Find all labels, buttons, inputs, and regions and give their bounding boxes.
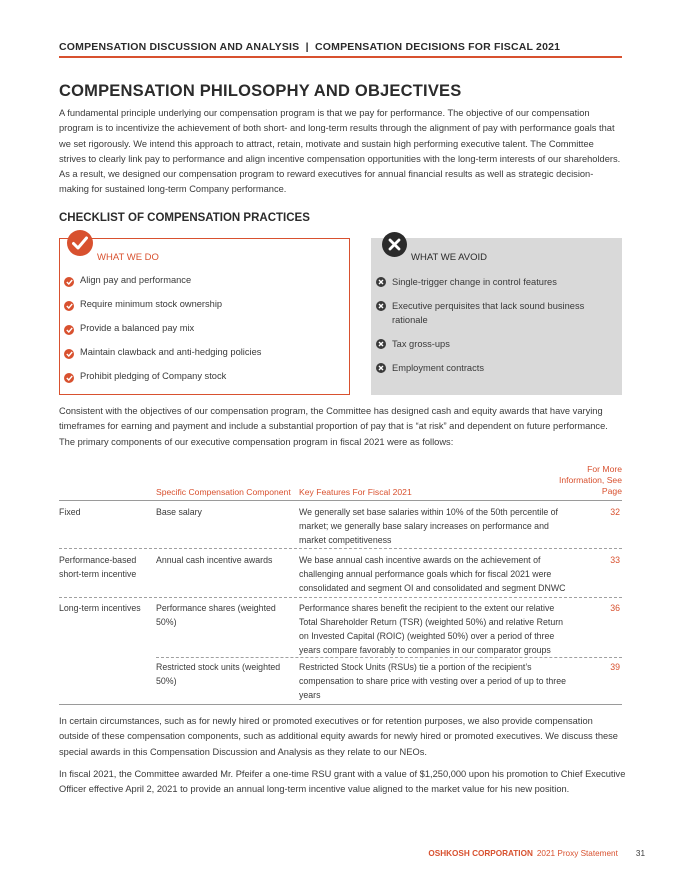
x-bullet-icon — [376, 301, 386, 311]
check-bullet-icon — [64, 277, 74, 287]
list-item-text: Provide a balanced pay mix — [80, 323, 195, 333]
what-we-avoid-list — [376, 275, 616, 385]
what-we-do-heading: WHAT WE DO — [97, 252, 159, 263]
list-item-text: Executive perquisites that lack sound business rationale — [392, 301, 585, 325]
list-item-text: Require minimum stock ownership — [80, 299, 223, 309]
check-bullet-icon — [64, 373, 74, 383]
list-item — [376, 299, 616, 327]
table-header-rule — [59, 500, 622, 501]
row-category: Performance-based short-term incentive — [59, 555, 137, 579]
list-item-text: Employment contracts — [392, 363, 484, 373]
header-rule — [59, 56, 622, 58]
page-number: 31 — [635, 849, 645, 858]
column-header-features: Key Features For Fiscal 2021 — [299, 487, 412, 497]
row-features: We generally set base salaries within 10% of the 50th percentile of market; we generally base salary increases on performance and market competitiveness — [299, 507, 559, 545]
row-page-ref: 36 — [610, 603, 620, 613]
check-bullet-icon — [64, 301, 74, 311]
special-awards-paragraph: In certain circumstances, such as for newly hired or promoted executives or for retention purposes, we also provide compensation outside of these compensation components, such as additional equity awards for newly hired or promoted executives. We discuss these special awards in this Compensation Discussion and Analysis as they relate to our NEOs. — [59, 716, 618, 757]
check-bullet-icon — [64, 349, 74, 359]
list-item — [376, 337, 616, 351]
row-component: Base salary — [156, 507, 202, 517]
row-divider — [59, 597, 622, 598]
checkmark-icon — [67, 230, 93, 256]
what-we-avoid-heading: WHAT WE AVOID — [411, 252, 488, 263]
list-item — [376, 361, 616, 375]
list-item — [64, 347, 261, 371]
list-item-text: Prohibit pledging of Company stock — [80, 371, 227, 381]
intro-paragraph: A fundamental principle underlying our compensation program is that we pay for performance. The objective of our compensation program is to incentivize the achievement of both short- and long-term results through the alignment of pay with performance goals that we set rigorously. We intend this approach to attract, retain, motivate and sustain high performing executive talent. The Committee strives to clearly link pay to performance and align incentive compensation opportunities with the long-term interests of our shareholders. As a result, we designed our compensation program to reward executives for annual financial results as well as strategic decision-making for sustained long-term Company performance. — [59, 108, 621, 195]
row-page-ref: 32 — [610, 507, 620, 517]
row-category: Long-term incentives — [59, 603, 141, 613]
x-bullet-icon — [376, 339, 386, 349]
page-footer — [428, 849, 645, 858]
row-component: Annual cash incentive awards — [156, 555, 273, 565]
row-page-ref: 39 — [610, 662, 620, 672]
column-header-reference: For More Information, See Page — [558, 464, 622, 496]
list-item-text: Single-trigger change in control features — [392, 277, 557, 287]
ceo-grant-paragraph: In fiscal 2021, the Committee awarded Mr. Pfeifer a one-time RSU grant with a value of $1,250,000 upon his promotion to Chief Executive Officer effective April 2, 2021 to provide an annual long-term incentive value aligned to the market value for his new position. — [59, 769, 626, 795]
section-title: COMPENSATION PHILOSOPHY AND OBJECTIVES — [59, 82, 462, 100]
table-bottom-rule — [59, 704, 622, 705]
check-bullet-icon — [64, 325, 74, 335]
components-intro-paragraph: Consistent with the objectives of our compensation program, the Committee has designed cash and equity awards that have varying timeframes for earning and payment and include a substantial proportion of pay that is “at risk” and dependent on future performance. The primary components of our executive compensation program in fiscal 2021 were as follows: — [59, 406, 608, 447]
row-features: Restricted Stock Units (RSUs) tie a portion of the recipient’s compensation to share price with vesting over a period of up to three years — [299, 662, 566, 700]
row-features: Performance shares benefit the recipient to the extent our relative Total Shareholder Return (TSR) (weighted 50%) and relative Return on Invested Capital (ROIC) (weighted 50%) over a period of three years compare favorably to companies in our comparator groups — [299, 603, 564, 655]
row-divider — [59, 548, 622, 549]
x-mark-icon — [382, 232, 407, 257]
x-bullet-icon — [376, 277, 386, 287]
column-header-component: Specific Compensation Component — [156, 487, 291, 497]
list-item — [64, 371, 261, 395]
x-bullet-icon — [376, 363, 386, 373]
footer-brand: OSHKOSH CORPORATION — [428, 849, 533, 858]
what-we-do-list — [64, 275, 261, 395]
footer-document-title: 2021 Proxy Statement — [536, 849, 618, 858]
running-header: COMPENSATION DISCUSSION AND ANALYSIS | COMPENSATION DECISIONS FOR FISCAL 2021 — [59, 41, 561, 53]
row-component: Restricted stock units (weighted 50%) — [156, 662, 281, 686]
list-item — [376, 275, 616, 289]
row-divider — [156, 657, 622, 658]
checklist-title: CHECKLIST OF COMPENSATION PRACTICES — [59, 212, 310, 224]
row-page-ref: 33 — [610, 555, 620, 565]
list-item — [64, 275, 261, 299]
row-category: Fixed — [59, 507, 81, 517]
list-item — [64, 299, 261, 323]
list-item-text: Align pay and performance — [80, 275, 192, 285]
list-item-text: Tax gross-ups — [392, 339, 450, 349]
row-features: We base annual cash incentive awards on the achievement of challenging annual performance goals which for fiscal 2021 were consolidated and segment OI and consolidated and segment DNWC — [299, 555, 566, 593]
row-component: Performance shares (weighted 50%) — [156, 603, 276, 627]
list-item-text: Maintain clawback and anti-hedging policies — [80, 347, 262, 357]
list-item — [64, 323, 261, 347]
